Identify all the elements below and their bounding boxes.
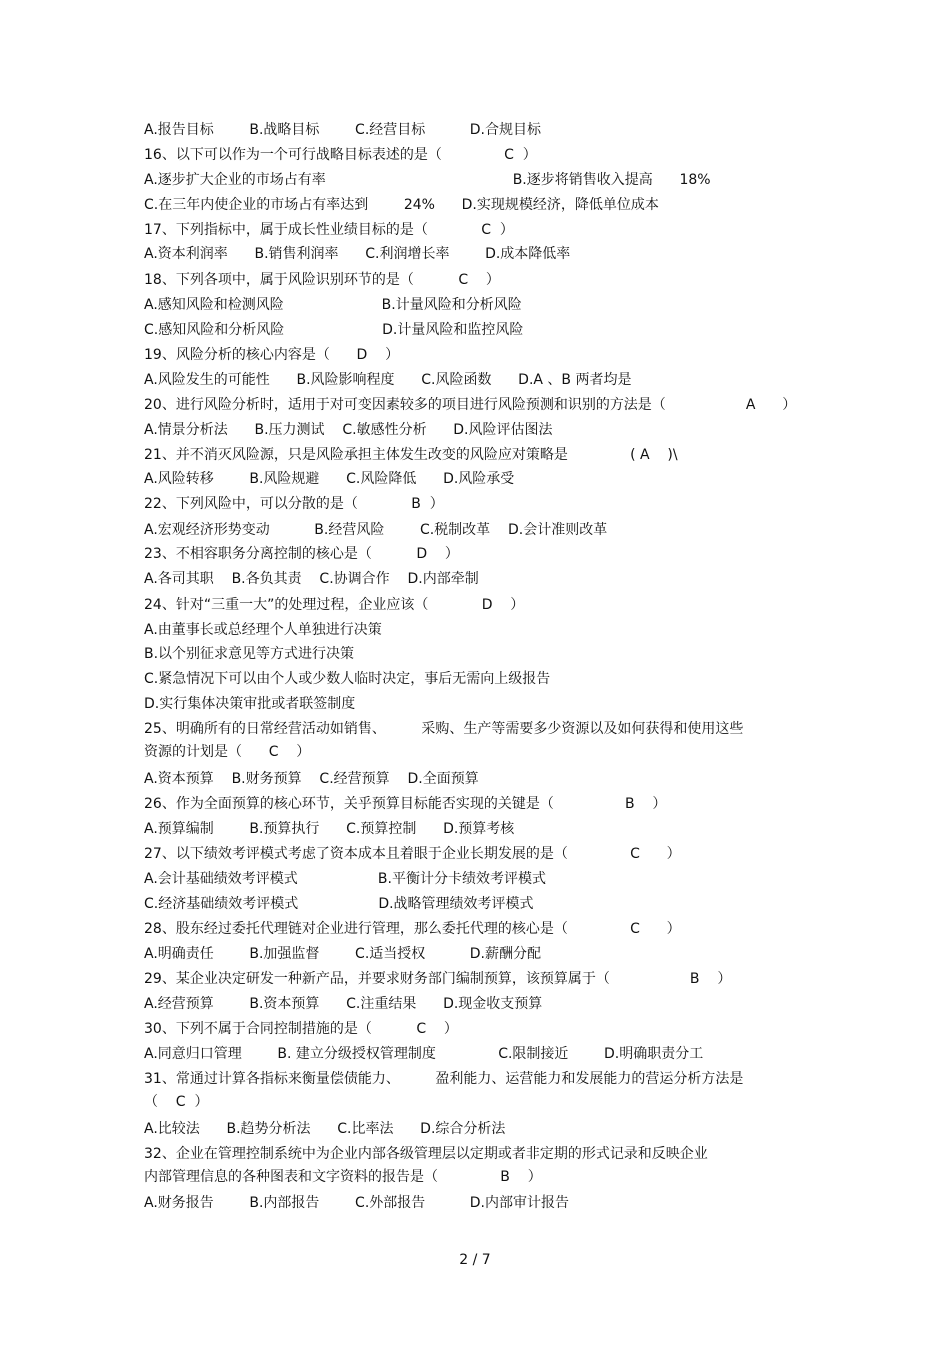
- text-line: A.会计基础绩效考评模式 B.平衡计分卡绩效考评模式: [144, 871, 546, 887]
- text-line: A.同意归口管理 B. 建立分级授权管理制度 C.限制接近 D.明确职责分工: [144, 1046, 704, 1062]
- text-line: 26、作为全面预算的核心环节，关乎预算目标能否实现的关键是（ B ）: [144, 796, 667, 812]
- text-line: 18、下列各项中，属于风险识别环节的是（ C ）: [144, 272, 500, 288]
- text-line: 25、明确所有的日常经营活动如销售、 采购、生产等需要多少资源以及如何获得和使用这些: [144, 721, 744, 737]
- text-line: D.实行集体决策审批或者联签制度: [144, 696, 356, 712]
- text-line: 32、企业在管理控制系统中为企业内部各级管理层以定期或者非定期的形式记录和反映企业: [144, 1146, 708, 1162]
- text-line: 内部管理信息的各种图表和文字资料的报告是（ B ）: [144, 1169, 542, 1185]
- text-line: A.财务报告 B.内部报告 C.外部报告 D.内部审计报告: [144, 1195, 569, 1211]
- text-line: A.宏观经济形势变动 B.经营风险 C.税制改革 D.会计准则改革: [144, 522, 608, 538]
- text-line: 资源的计划是（ C ）: [144, 744, 311, 760]
- text-line: 23、不相容职务分离控制的核心是（ D ）: [144, 546, 459, 562]
- text-line: A.感知风险和检测风险 B.计量风险和分析风险: [144, 297, 522, 313]
- text-line: B.以个别征求意见等方式进行决策: [144, 646, 355, 662]
- text-line: C.紧急情况下可以由个人或少数人临时决定，事后无需向上级报告: [144, 671, 551, 687]
- text-line: 16、以下可以作为一个可行战略目标表述的是（ C ）: [144, 147, 537, 163]
- text-line: A.经营预算 B.资本预算 C.注重结果 D.现金收支预算: [144, 996, 543, 1012]
- text-line: A.资本利润率 B.销售利润率 C.利润增长率 D.成本降低率: [144, 246, 571, 262]
- text-line: （ C ）: [144, 1094, 209, 1110]
- text-line: 19、风险分析的核心内容是（ D ）: [144, 347, 400, 363]
- text-line: 31、常通过计算各指标来衡量偿债能力、 盈利能力、运营能力和发展能力的营运分析方法是: [144, 1071, 744, 1087]
- text-line: A.报告目标 B.战略目标 C.经营目标 D.合规目标: [144, 122, 541, 138]
- text-line: A.预算编制 B.预算执行 C.预算控制 D.预算考核: [144, 821, 515, 837]
- text-line: A.各司其职 B.各负其责 C.协调合作 D.内部牵制: [144, 571, 479, 587]
- text-line: 22、下列风险中，可以分散的是（ B ）: [144, 496, 444, 512]
- text-line: 29、某企业决定研发一种新产品，并要求财务部门编制预算，该预算属于（ B ）: [144, 971, 732, 987]
- text-line: A.比较法 B.趋势分析法 C.比率法 D.综合分析法: [144, 1121, 506, 1137]
- text-line: 20、进行风险分析时，适用于对可变因素较多的项目进行风险预测和识别的方法是（ A ）: [144, 397, 797, 413]
- text-line: C.经济基础绩效考评模式 D.战略管理绩效考评模式: [144, 896, 534, 912]
- page-number: 2 / 7: [459, 1252, 491, 1268]
- text-line: A.资本预算 B.财务预算 C.经营预算 D.全面预算: [144, 771, 479, 787]
- text-line: 17、下列指标中，属于成长性业绩目标的是（ C ）: [144, 222, 514, 238]
- text-line: 21、并不消灭风险源，只是风险承担主体发生改变的风险应对策略是 ( A )\: [144, 447, 678, 463]
- text-line: C.感知风险和分析风险 D.计量风险和监控风险: [144, 322, 524, 338]
- text-line: A.风险发生的可能性 B.风险影响程度 C.风险函数 D.A 、B 两者均是: [144, 372, 632, 388]
- text-line: 28、股东经过委托代理链对企业进行管理，那么委托代理的核心是（ C ）: [144, 921, 681, 937]
- text-line: A.逐步扩大企业的市场占有率 B.逐步将销售收入提高 18%: [144, 172, 711, 188]
- text-line: 30、下列不属于合同控制措施的是（ C ）: [144, 1021, 458, 1037]
- text-line: A.情景分析法 B.压力测试 C.敏感性分析 D.风险评估图法: [144, 422, 553, 438]
- text-line: C.在三年内使企业的市场占有率达到 24% D.实现规模经济，降低单位成本: [144, 197, 659, 213]
- text-line: 27、以下绩效考评模式考虑了资本成本且着眼于企业长期发展的是（ C ）: [144, 846, 681, 862]
- text-line: A.风险转移 B.风险规避 C.风险降低 D.风险承受: [144, 471, 515, 487]
- text-line: 24、针对“三重一大”的处理过程，企业应该（ D ）: [144, 597, 525, 613]
- text-line: A.明确责任 B.加强监督 C.适当授权 D.薪酬分配: [144, 946, 541, 962]
- text-line: A.由董事长或总经理个人单独进行决策: [144, 622, 382, 638]
